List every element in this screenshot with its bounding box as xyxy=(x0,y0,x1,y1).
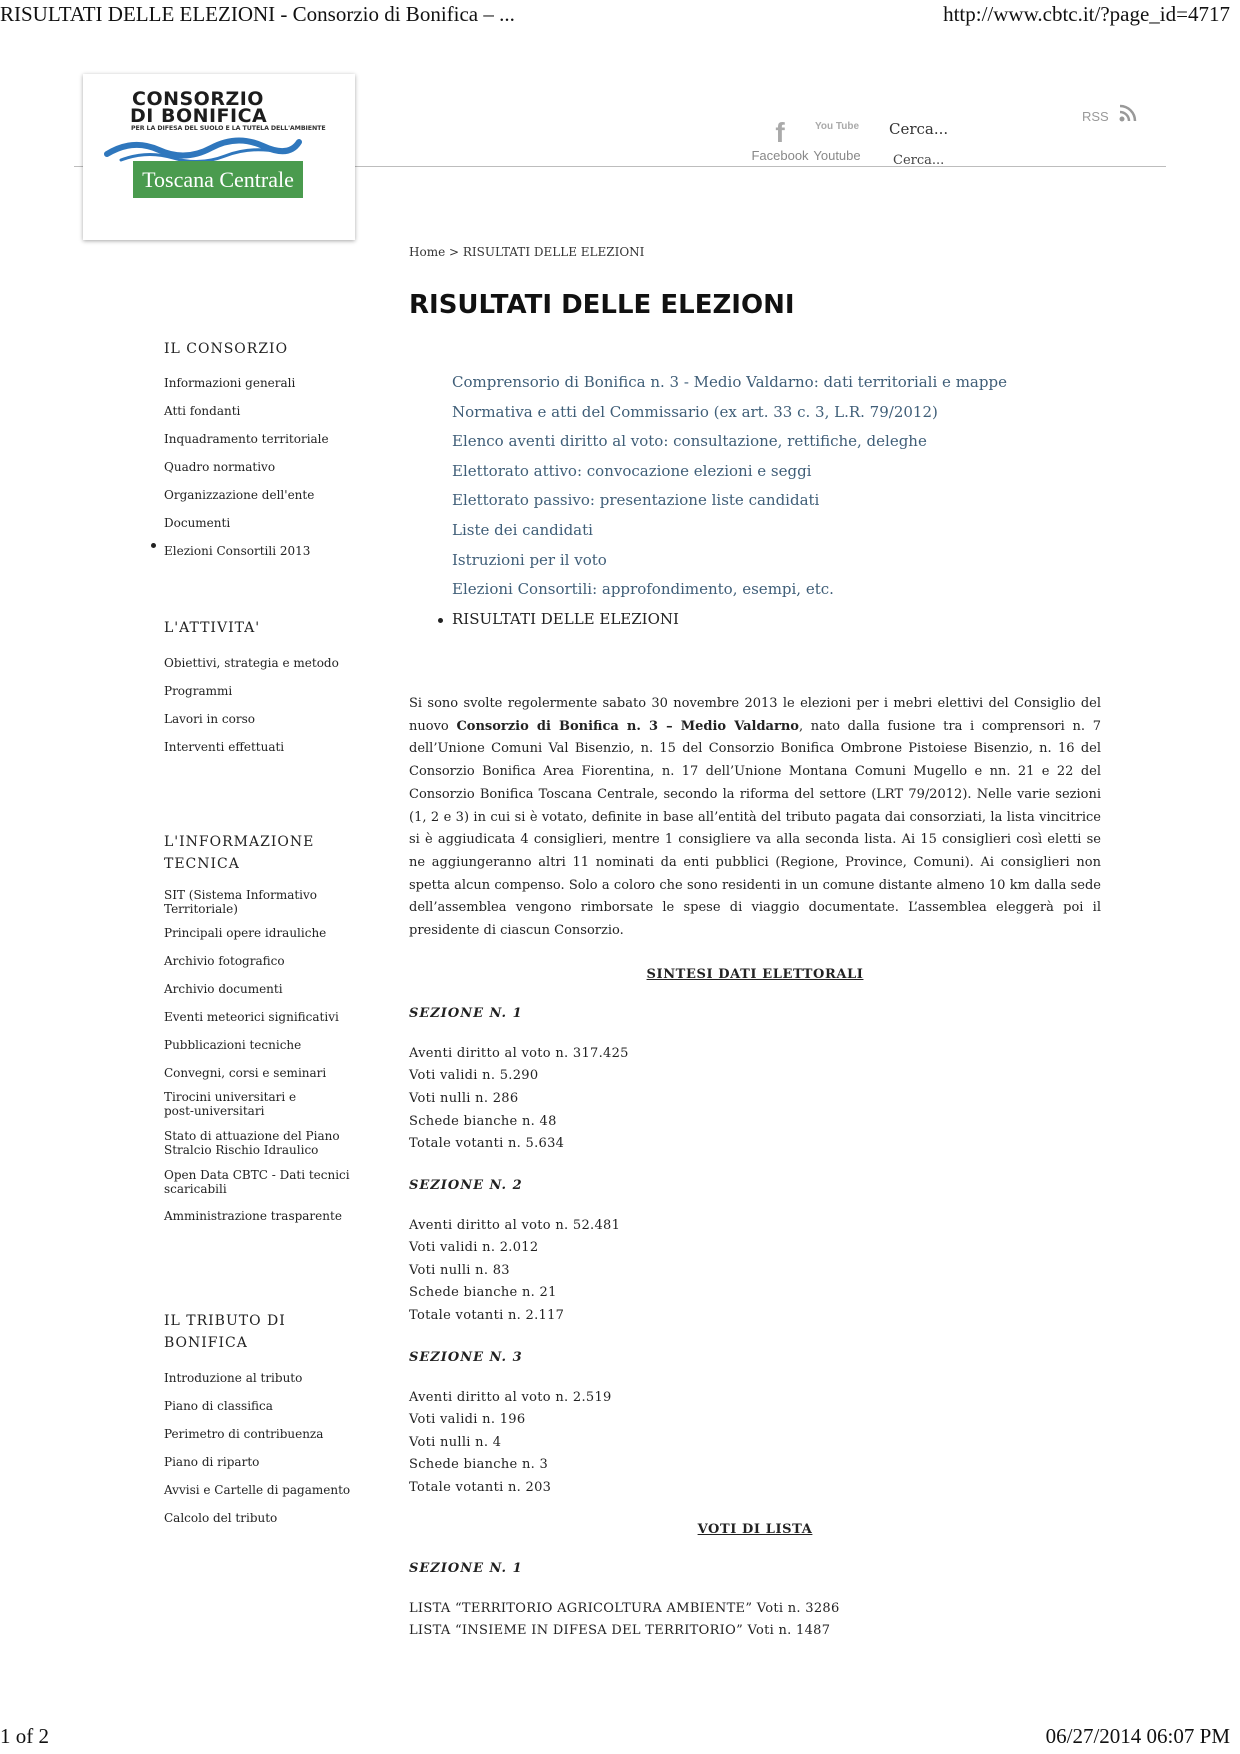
stat-line: Voti nulli n. 286 xyxy=(409,1090,519,1106)
article-content xyxy=(409,693,1101,1643)
sidebar-item[interactable]: Organizzazione dell'ente xyxy=(164,488,315,502)
site-logo[interactable] xyxy=(83,74,355,240)
election-subnav xyxy=(452,368,1007,634)
youtube-link[interactable] xyxy=(808,118,866,163)
subnav-link[interactable]: Elenco aventi diritto al voto: consultazione, rettifiche, deleghe xyxy=(452,432,927,451)
sintesi-heading: SINTESI DATI ELETTORALI xyxy=(646,966,864,982)
intro-text-2: , nato dalla fusione tra i comprensori n. 7 dell’Unione Comuni Val Bisenzio, n. 15 del Consorzio Bonifica Ombrone Pistoiese Bisenzio, n. 16 del Consorzio Bonifica Area Fiorentina, n. 17 dell’Unione Montana Comuni Mugello e nn. 21 e 22 del Consorzio Bonifica Toscana Centrale, secondo la riforma del settore (LRT 79/2012). Nelle varie sezioni (1, 2 e 3) in cui si è votato, definite in base all’entità del tributo pagata dai consorziati, la lista vincitrice si è aggiudicata 4 consiglieri, mentre 1 consigliere va alla seconda lista. Ai 15 consiglieri così eletti se ne aggiungeranno altri 11 nominati da enti pubblici (Regione, Province, Comuni). Ai consiglieri non spetta alcun compenso. Solo a coloro che sono residenti in un comune distante almeno 10 km dalla sede dell’assemblea vengono rimborsate le spese di viaggio documentate. L’assemblea eleggerà poi il presidente di ciascun Consorzio. xyxy=(409,718,1101,939)
voti-sezione-1-title: SEZIONE N. 1 xyxy=(409,1560,523,1576)
sidebar-item[interactable]: Lavori in corso xyxy=(164,712,255,726)
print-header-title: RISULTATI DELLE ELEZIONI - Consorzio di Bonifica – ... xyxy=(0,2,515,26)
sidebar-item[interactable]: SIT (Sistema Informativo Territoriale) xyxy=(164,888,318,916)
facebook-icon: f xyxy=(775,117,785,148)
sidebar-item[interactable]: Introduzione al tributo xyxy=(164,1371,303,1385)
sidebar-item[interactable]: Amministrazione trasparente xyxy=(164,1209,342,1223)
sidebar-item[interactable]: Perimetro di contribuenza xyxy=(164,1427,324,1441)
logo-tagline: PER LA DIFESA DEL SUOLO E LA TUTELA DELL'AMBIENTE xyxy=(131,125,326,132)
logo-line-1: CONSORZIO xyxy=(132,88,264,110)
sidebar-item[interactable]: Piano di riparto xyxy=(164,1455,260,1469)
sidebar-item[interactable]: Atti fondanti xyxy=(164,404,241,418)
stat-line: Voti validi n. 5.290 xyxy=(409,1068,539,1084)
youtube-icon: You Tube xyxy=(814,121,860,132)
sidebar-heading-informazione: L'INFORMAZIONE TECNICA xyxy=(164,834,315,872)
sidebar-item[interactable]: Eventi meteorici significativi xyxy=(164,1010,339,1024)
stat-line: Totale votanti n. 203 xyxy=(409,1480,552,1496)
stat-line: Aventi diritto al voto n. 2.519 xyxy=(409,1389,612,1405)
stat-line: Voti nulli n. 83 xyxy=(409,1262,510,1278)
list-result-line: LISTA “INSIEME IN DIFESA DEL TERRITORIO” Voti n. 1487 xyxy=(409,1623,831,1639)
breadcrumb[interactable]: Home > RISULTATI DELLE ELEZIONI xyxy=(409,245,645,259)
stat-line: Schede bianche n. 3 xyxy=(409,1457,549,1473)
sezione-2-stats xyxy=(409,1215,1101,1328)
rss-label: RSS xyxy=(1082,109,1109,124)
logo-line-2: DI BONIFICA xyxy=(130,105,268,127)
print-page-number: 1 of 2 xyxy=(0,1724,49,1748)
page-title: RISULTATI DELLE ELEZIONI xyxy=(409,290,795,320)
sezione-2-title: SEZIONE N. 2 xyxy=(409,1177,523,1193)
sidebar-item[interactable]: Pubblicazioni tecniche xyxy=(164,1038,302,1052)
subnav-link[interactable]: Normativa e atti del Commissario (ex art. 33 c. 3, L.R. 79/2012) xyxy=(452,402,938,421)
sidebar-list-tributo xyxy=(164,1364,374,1532)
sidebar-item[interactable]: Archivio fotografico xyxy=(164,954,285,968)
sidebar-heading-tributo: IL TRIBUTO DI BONIFICA xyxy=(164,1313,286,1351)
sezione-1-title: SEZIONE N. 1 xyxy=(409,1005,523,1021)
stat-line: Totale votanti n. 2.117 xyxy=(409,1308,565,1324)
intro-paragraph xyxy=(409,693,1101,943)
sidebar-item[interactable]: Programmi xyxy=(164,684,233,698)
sidebar-item[interactable]: Tirocini universitari e post-universitari xyxy=(164,1090,297,1118)
stat-line: Schede bianche n. 21 xyxy=(409,1285,557,1301)
subnav-link[interactable]: Istruzioni per il voto xyxy=(452,550,607,569)
sidebar-item[interactable]: Piano di classifica xyxy=(164,1399,273,1413)
print-datetime: 06/27/2014 06:07 PM xyxy=(1045,1724,1230,1748)
sidebar-item-active[interactable]: Elezioni Consortili 2013 xyxy=(164,537,374,565)
sidebar-heading-consorzio: IL CONSORZIO xyxy=(164,341,289,357)
list-result-line: LISTA “TERRITORIO AGRICOLTURA AMBIENTE” Voti n. 3286 xyxy=(409,1600,840,1616)
subnav-link[interactable]: Liste dei candidati xyxy=(452,520,593,539)
sidebar-item[interactable]: Documenti xyxy=(164,516,231,530)
sidebar-item[interactable]: Avvisi e Cartelle di pagamento xyxy=(164,1483,351,1497)
voti-lista-heading: VOTI DI LISTA xyxy=(697,1521,813,1537)
logo-waves-icon xyxy=(103,134,303,164)
sidebar xyxy=(164,338,374,1532)
sidebar-item[interactable]: Quadro normativo xyxy=(164,460,276,474)
sidebar-list-consorzio xyxy=(164,369,374,565)
rss-link[interactable] xyxy=(1082,103,1138,124)
subnav-link[interactable]: Elezioni Consortili: approfondimento, esempi, etc. xyxy=(452,580,834,599)
sidebar-item[interactable]: Interventi effettuati xyxy=(164,740,285,754)
stat-line: Voti nulli n. 4 xyxy=(409,1434,502,1450)
subnav-link[interactable]: Elettorato attivo: convocazione elezioni e seggi xyxy=(452,461,812,480)
sidebar-item[interactable]: Inquadramento territoriale xyxy=(164,432,329,446)
intro-consortium-name: Consorzio di Bonifica n. 3 – Medio Valdarno xyxy=(456,718,799,734)
stat-line: Schede bianche n. 48 xyxy=(409,1113,557,1129)
rss-icon xyxy=(1118,103,1138,123)
stat-line: Aventi diritto al voto n. 317.425 xyxy=(409,1045,629,1061)
sidebar-item[interactable]: Obiettivi, strategia e metodo xyxy=(164,656,339,670)
subnav-link[interactable]: Comprensorio di Bonifica n. 3 - Medio Valdarno: dati territoriali e mappe xyxy=(452,373,1007,391)
sidebar-item[interactable]: Archivio documenti xyxy=(164,982,283,996)
search-label: Cerca... xyxy=(889,120,949,138)
facebook-link[interactable] xyxy=(751,118,809,163)
stat-line: Voti validi n. 2.012 xyxy=(409,1240,539,1256)
stat-line: Voti validi n. 196 xyxy=(409,1412,526,1428)
subnav-link[interactable]: Elettorato passivo: presentazione liste candidati xyxy=(452,491,820,510)
logo-region-banner: Toscana Centrale xyxy=(133,161,303,198)
sidebar-list-attivita xyxy=(164,649,374,761)
stat-line: Aventi diritto al voto n. 52.481 xyxy=(409,1217,621,1233)
youtube-label: Youtube xyxy=(813,148,861,163)
sidebar-item[interactable]: Convegni, corsi e seminari xyxy=(164,1066,327,1080)
sidebar-item[interactable]: Open Data CBTC - Dati tecnici scaricabili xyxy=(164,1168,350,1196)
sidebar-item[interactable]: Calcolo del tributo xyxy=(164,1511,278,1525)
sezione-3-stats xyxy=(409,1387,1101,1500)
sezione-1-stats xyxy=(409,1043,1101,1156)
intro-text-1: Si sono svolte regolermente sabato 30 novembre 2013 le elezioni per i mebri elettivi del Consiglio del nuovo xyxy=(409,696,1101,734)
stat-line: Totale votanti n. 5.634 xyxy=(409,1136,565,1152)
subnav-current: RISULTATI DELLE ELEZIONI xyxy=(452,605,1007,635)
sidebar-item[interactable]: Stato di attuazione del Piano Stralcio Rischio Idraulico xyxy=(164,1129,340,1157)
sidebar-heading-attivita: L'ATTIVITA' xyxy=(164,620,261,636)
search-input[interactable] xyxy=(893,150,1013,170)
sidebar-item[interactable]: Informazioni generali xyxy=(164,376,296,390)
facebook-label: Facebook xyxy=(751,148,809,163)
sidebar-list-informazione xyxy=(164,885,374,1230)
sidebar-item[interactable]: Principali opere idrauliche xyxy=(164,926,327,940)
print-header-url: http://www.cbtc.it/?page_id=4717 xyxy=(943,2,1230,26)
voti-lista-results xyxy=(409,1598,1101,1643)
sezione-3-title: SEZIONE N. 3 xyxy=(409,1349,523,1365)
